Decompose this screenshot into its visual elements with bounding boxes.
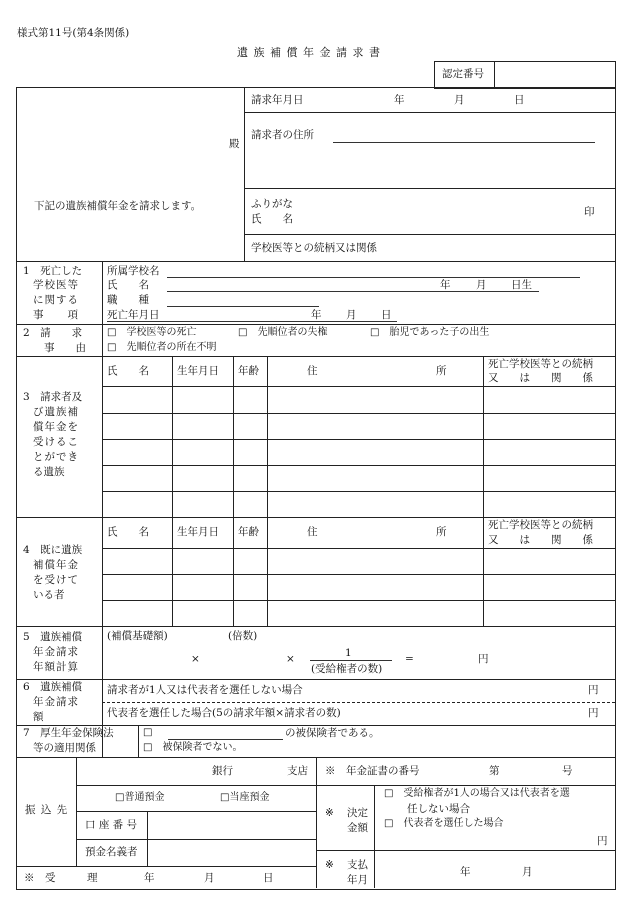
annual-yen: 円	[478, 653, 489, 665]
s3-head-6: る遺族	[33, 466, 65, 478]
current-deposit-checkbox[interactable]: □当座預金	[220, 792, 270, 803]
times-sign-1: ×	[191, 653, 200, 665]
address-field[interactable]	[333, 142, 595, 143]
ordinary-deposit-checkbox[interactable]: □普通預金	[115, 792, 165, 803]
representative-line: 代表者を選任した場合(5の請求年額×請求者の数)	[107, 707, 341, 719]
reason-birth-checkbox[interactable]: □ 胎児であった子の出生	[370, 327, 490, 338]
s1-head-4: 事 項	[33, 309, 79, 321]
decision-mark: ※	[325, 807, 334, 819]
s3-head-1: 3 請求者及	[23, 391, 83, 403]
cert-number-input[interactable]	[498, 64, 610, 84]
s7-head-1: 7 厚生年金保険法	[23, 727, 114, 739]
s7-head-2: 等の適用関係	[33, 742, 96, 754]
s4-head-1: 4 既に遺族	[23, 544, 83, 556]
receipt-year: 年	[144, 872, 155, 884]
decision-single-tail: 任しない場合	[407, 803, 470, 815]
relation-label: 学校医等との続柄又は関係	[251, 242, 377, 254]
single-requester-yen: 円	[588, 684, 599, 696]
single-requester-line: 請求者が1人又は代表者を選任しない場合	[107, 684, 303, 696]
s3-head-5: とができ	[33, 451, 79, 463]
deceased-name-label: 氏 名	[107, 279, 149, 291]
school-name-label: 所属学校名	[107, 265, 160, 277]
request-month: 月	[454, 94, 465, 106]
death-date-label: 死亡年月日	[107, 309, 160, 321]
s3-col-address-2: 所	[436, 365, 447, 377]
s3-col-address-1: 住	[307, 365, 318, 377]
receipt-label: ※ 受 理	[24, 872, 98, 884]
multiplier-label: (倍数)	[228, 630, 258, 642]
receipt-month: 月	[204, 872, 215, 884]
reason-missing-checkbox[interactable]: □ 先順位者の所在不明	[107, 342, 217, 353]
account-number-label: 口 座 番 号	[85, 819, 138, 831]
payment-year: 年	[460, 866, 471, 878]
s4-col-address-2: 所	[436, 526, 447, 538]
pension-cert-label: ※ 年金証書の番号	[325, 765, 420, 777]
s4-head-4: いる者	[33, 589, 65, 601]
request-day: 日	[514, 94, 525, 106]
s2-head-1: 2 請 求	[23, 327, 83, 339]
branch-label: 支店	[287, 765, 308, 777]
decision-yen: 円	[597, 835, 608, 847]
request-text: 下記の遺族補償年金を請求します。	[34, 200, 202, 212]
s5-head-3: 年額計算	[33, 661, 79, 673]
s4-col-relation-2: 又 は 関 係	[488, 534, 593, 546]
death-month: 月	[346, 309, 357, 321]
s1-head-1: 1 死亡した	[23, 265, 83, 277]
bank-label: 銀行	[212, 765, 233, 777]
account-number-field[interactable]	[150, 813, 313, 837]
s2-head-2: 事 由	[44, 342, 86, 354]
seal-mark: 印	[584, 206, 595, 218]
form-number: 様式第11号(第4条関係)	[17, 27, 130, 39]
requester-name-label: 氏 名	[251, 213, 293, 225]
s3-col-age: 年齢	[238, 365, 259, 377]
cert-number-label: 認定番号	[442, 68, 484, 80]
s4-head-2: 補償年金	[33, 559, 79, 571]
s3-head-4: 受けるこ	[33, 436, 79, 448]
deceased-name-field[interactable]	[167, 291, 539, 292]
s1-head-3: に関する	[33, 294, 79, 306]
representative-yen: 円	[588, 707, 599, 719]
pension-cert-go: 号	[562, 765, 573, 777]
account-holder-field[interactable]	[150, 841, 313, 864]
death-year: 年	[311, 309, 322, 321]
s3-col-birth: 生年月日	[177, 365, 219, 377]
school-name-field[interactable]	[167, 277, 580, 278]
s3-head-3: 償年金を	[33, 421, 79, 433]
birth-day: 日生	[511, 279, 532, 291]
s6-head-3: 額	[33, 711, 44, 723]
decision-label-2: 金額	[347, 822, 368, 834]
birth-month: 月	[476, 279, 487, 291]
insured-tail: の被保険者である。	[285, 727, 380, 739]
s4-col-relation-1: 死亡学校医等との続柄	[488, 519, 593, 531]
insurance-law-field[interactable]	[168, 739, 283, 740]
not-insured-checkbox[interactable]: □ 被保険者でない。	[143, 742, 243, 753]
job-field[interactable]	[167, 306, 319, 307]
form-title: 遺 族 補 償 年 金 請 求 書	[237, 46, 381, 59]
receipt-day: 日	[263, 872, 274, 884]
birth-year: 年	[440, 279, 451, 291]
death-day: 日	[381, 309, 392, 321]
equals-sign: =	[405, 653, 414, 665]
s3-col-relation-2: 又 は 関 係	[488, 372, 593, 384]
s5-head-1: 5 遺族補償	[23, 631, 83, 643]
s5-head-2: 年金請求	[33, 646, 79, 658]
fraction-numerator: 1	[345, 647, 352, 659]
address-label: 請求者の住所	[251, 129, 314, 141]
pension-cert-dai: 第	[489, 765, 500, 777]
s4-head-3: を受けて	[33, 574, 79, 586]
fraction-bar	[310, 660, 392, 661]
base-amount-label: (補償基礎額)	[107, 630, 168, 642]
s3-col-relation-1: 死亡学校医等との続柄	[488, 358, 593, 370]
furigana-label: ふりがな	[251, 198, 293, 210]
payment-label-1: 支払	[347, 859, 368, 871]
s1-head-2: 学校医等	[33, 279, 79, 291]
fraction-denominator: (受給権者の数)	[311, 663, 383, 675]
decision-label-1: 決定	[347, 807, 368, 819]
s4-col-address-1: 住	[307, 526, 318, 538]
death-date-field[interactable]	[107, 321, 397, 322]
reason-death-checkbox[interactable]: □ 学校医等の死亡	[107, 327, 197, 338]
addressee-suffix: 殿	[229, 138, 240, 150]
request-date-label: 請求年月日	[251, 94, 304, 106]
decision-single-checkbox[interactable]: □ 受給権者が1人の場合又は代表者を選	[384, 788, 570, 799]
s6-head-1: 6 遺族補償	[23, 681, 83, 693]
request-year: 年	[394, 94, 405, 106]
payment-label-2: 年月	[347, 874, 368, 886]
payment-mark: ※	[325, 859, 334, 871]
bank-section-head: 振 込 先	[25, 804, 69, 816]
s4-col-age: 年齢	[238, 526, 259, 538]
requester-name-field[interactable]	[320, 196, 570, 228]
s3-col-name: 氏 名	[107, 365, 149, 377]
s6-head-2: 年金請求	[33, 696, 79, 708]
times-sign-2: ×	[286, 653, 295, 665]
payment-month: 月	[522, 866, 533, 878]
reason-forfeit-checkbox[interactable]: □ 先順位者の失権	[238, 327, 328, 338]
s3-head-2: び遺族補	[33, 406, 79, 418]
account-holder-label: 預金名義者	[85, 846, 138, 858]
insured-checkbox[interactable]: □	[143, 727, 153, 738]
job-label: 職 種	[107, 294, 149, 306]
decision-representative-checkbox[interactable]: □ 代表者を選任した場合	[384, 818, 504, 829]
s4-col-birth: 生年月日	[177, 526, 219, 538]
s4-col-name: 氏 名	[107, 526, 149, 538]
